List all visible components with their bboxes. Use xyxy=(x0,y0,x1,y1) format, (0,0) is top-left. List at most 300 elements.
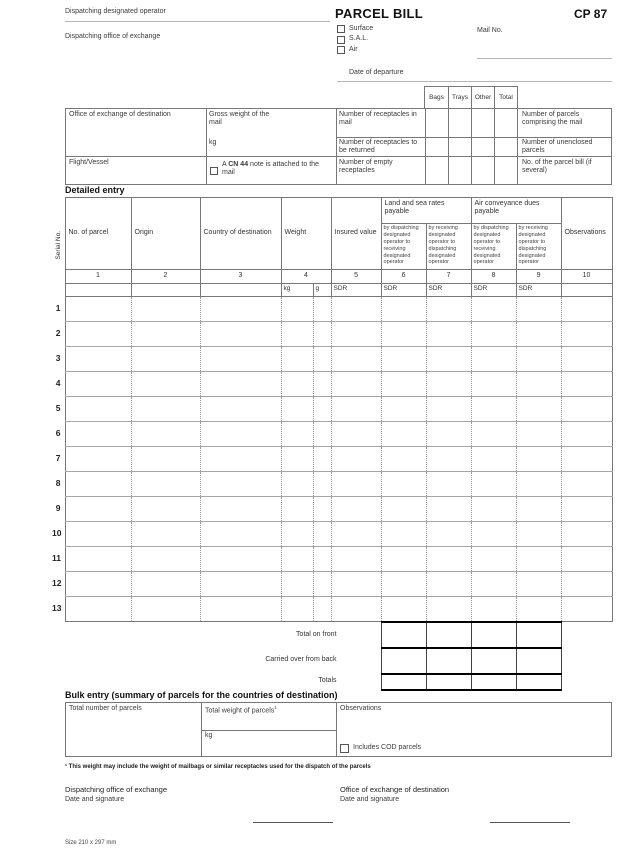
no-of-parcel-cell[interactable] xyxy=(65,397,131,422)
includes-cod-row xyxy=(340,744,608,754)
sdr-unit-label: SDR xyxy=(381,284,426,297)
no-of-parcel-cell[interactable] xyxy=(65,547,131,572)
other-header: Other xyxy=(471,87,494,108)
weight-g-cell[interactable] xyxy=(313,397,331,422)
insured-value-cell[interactable] xyxy=(331,497,381,522)
insured-value-cell[interactable] xyxy=(331,347,381,372)
land-sea-by-dispatching-cell[interactable] xyxy=(381,372,426,397)
column-number: 7 xyxy=(426,270,471,284)
land-sea-by-dispatching-header: by dispatching designated operator to receiving designated operator xyxy=(381,224,426,270)
weight-kg-cell[interactable] xyxy=(281,347,313,372)
total-header: Total xyxy=(494,87,517,108)
total-front-air-dispatching-cell[interactable] xyxy=(471,622,516,648)
divider xyxy=(206,109,207,184)
g-unit-label: g xyxy=(313,284,331,297)
surface-checkbox[interactable] xyxy=(337,25,345,33)
destination-date-signature-label: Date and signature xyxy=(340,796,400,803)
empty-receptacles-label: Number of empty receptacles xyxy=(339,159,393,175)
receptacles-to-be-returned-label: Number of receptacles to be returned xyxy=(339,139,418,155)
weight-kg-cell[interactable] xyxy=(281,447,313,472)
land-sea-by-receiving-cell[interactable] xyxy=(426,397,471,422)
air-conveyance-dues-header: Air conveyance dues payable xyxy=(471,198,561,224)
carried-over-row xyxy=(52,648,612,674)
insured-value-cell[interactable] xyxy=(331,597,381,622)
land-sea-by-receiving-cell[interactable] xyxy=(426,572,471,597)
no-of-parcel-cell[interactable] xyxy=(65,497,131,522)
land-sea-by-dispatching-cell[interactable] xyxy=(381,422,426,447)
serial-no-header: Serial No. xyxy=(54,231,62,260)
parcels-comprising-mail-label: Number of parcels comprising the mail xyxy=(522,111,583,127)
weight-footnote: ¹ This weight may include the weight of mailbags or similar receptacles used for the dispatch of the parcels xyxy=(65,764,371,770)
no-of-parcel-cell[interactable] xyxy=(65,422,131,447)
serial-number: 9 xyxy=(55,503,61,514)
serial-number: 2 xyxy=(55,328,61,339)
spacer xyxy=(52,674,65,690)
origin-cell[interactable] xyxy=(131,597,200,622)
detail-row-4 xyxy=(52,372,612,397)
land-sea-by-receiving-cell[interactable] xyxy=(426,472,471,497)
weight-kg-cell[interactable] xyxy=(281,297,313,322)
weight-g-cell[interactable] xyxy=(313,297,331,322)
count-cell[interactable] xyxy=(494,137,518,156)
air-by-receiving-cell[interactable] xyxy=(516,547,561,572)
origin-cell[interactable] xyxy=(131,472,200,497)
count-cell[interactable] xyxy=(494,156,518,184)
totals-label: Totals xyxy=(318,677,337,685)
detail-row-2 xyxy=(52,322,612,347)
serial-number: 13 xyxy=(52,603,62,614)
total-front-air-receiving-cell[interactable] xyxy=(516,622,561,648)
insured-value-cell[interactable] xyxy=(331,397,381,422)
land-sea-by-dispatching-cell[interactable] xyxy=(381,522,426,547)
weight-kg-cell[interactable] xyxy=(281,422,313,447)
air-by-receiving-cell[interactable] xyxy=(516,447,561,472)
total-on-front-row xyxy=(52,622,612,648)
receptacle-counts-grid xyxy=(425,109,518,184)
air-by-dispatching-header: by dispatching designated operator to receiving designated operator xyxy=(471,224,516,270)
sal-checkbox[interactable] xyxy=(337,36,345,44)
detail-rows xyxy=(52,297,612,622)
totals-land-sea-dispatching-cell[interactable] xyxy=(381,674,426,690)
land-sea-rates-header: Land and sea rates payable xyxy=(381,198,471,224)
country-of-destination-cell[interactable] xyxy=(200,597,281,622)
air-by-receiving-cell[interactable] xyxy=(516,372,561,397)
dispatching-signature-line[interactable] xyxy=(253,822,333,823)
air-by-dispatching-cell[interactable] xyxy=(471,472,516,497)
total-number-of-parcels-cell[interactable] xyxy=(66,703,201,756)
air-by-dispatching-cell[interactable] xyxy=(471,297,516,322)
carried-air-receiving-cell[interactable] xyxy=(516,648,561,674)
land-sea-by-receiving-cell[interactable] xyxy=(426,347,471,372)
cn44-checkbox[interactable] xyxy=(210,167,218,175)
sdr-unit-label: SDR xyxy=(516,284,561,297)
air-by-dispatching-cell[interactable] xyxy=(471,547,516,572)
count-cell[interactable] xyxy=(448,137,471,156)
count-cell[interactable] xyxy=(448,156,471,184)
detail-row-1 xyxy=(52,297,612,322)
observations-cell[interactable] xyxy=(561,447,612,472)
no-of-parcel-cell[interactable] xyxy=(65,572,131,597)
land-sea-by-dispatching-cell[interactable] xyxy=(381,472,426,497)
no-of-parcel-cell[interactable] xyxy=(65,597,131,622)
land-sea-by-receiving-cell[interactable] xyxy=(426,497,471,522)
land-sea-by-dispatching-cell[interactable] xyxy=(381,547,426,572)
country-of-destination-cell[interactable] xyxy=(200,547,281,572)
sdr-unit-label: SDR xyxy=(471,284,516,297)
detailed-entry-title: Detailed entry xyxy=(65,185,125,195)
divider xyxy=(66,156,611,157)
bulk-entry-title: Bulk entry (summary of parcels for the countries of destination) xyxy=(65,690,338,700)
includes-cod-checkbox[interactable] xyxy=(340,744,349,753)
unenclosed-parcels-label: Number of unenclosed parcels xyxy=(522,139,593,155)
land-sea-by-receiving-cell[interactable] xyxy=(426,522,471,547)
land-sea-by-dispatching-cell[interactable] xyxy=(381,397,426,422)
air-by-dispatching-cell[interactable] xyxy=(471,447,516,472)
weight-kg-cell[interactable] xyxy=(281,572,313,597)
air-by-dispatching-cell[interactable] xyxy=(471,397,516,422)
land-sea-by-dispatching-cell[interactable] xyxy=(381,297,426,322)
origin-cell[interactable] xyxy=(131,497,200,522)
land-sea-by-receiving-header: by receiving designated operator to dispatching designated operator xyxy=(426,224,471,270)
air-checkbox[interactable] xyxy=(337,46,345,54)
totals-air-receiving-cell[interactable] xyxy=(516,674,561,690)
observations-header: Observations xyxy=(561,198,612,270)
air-by-dispatching-cell[interactable] xyxy=(471,347,516,372)
serial-number: 10 xyxy=(52,528,62,539)
land-sea-by-receiving-cell[interactable] xyxy=(426,297,471,322)
dispatching-date-signature-label: Date and signature xyxy=(65,796,125,803)
weight-g-cell[interactable] xyxy=(313,447,331,472)
origin-cell[interactable] xyxy=(131,372,200,397)
date-of-departure-write-line[interactable] xyxy=(337,81,612,82)
form-code: CP 87 xyxy=(574,7,608,21)
observations-cell[interactable] xyxy=(561,322,612,347)
air-by-receiving-cell[interactable] xyxy=(516,397,561,422)
air-by-receiving-cell[interactable] xyxy=(516,522,561,547)
count-cell[interactable] xyxy=(471,137,494,156)
trays-header: Trays xyxy=(448,87,471,108)
land-sea-by-dispatching-cell[interactable] xyxy=(381,497,426,522)
bulk-observations-label: Observations xyxy=(340,705,382,712)
detail-row-3 xyxy=(52,347,612,372)
origin-cell[interactable] xyxy=(131,422,200,447)
air-by-receiving-cell[interactable] xyxy=(516,422,561,447)
land-sea-by-receiving-cell[interactable] xyxy=(426,597,471,622)
cn44-label: A CN 44 note is attached to the mail xyxy=(222,161,319,177)
air-by-dispatching-cell[interactable] xyxy=(471,497,516,522)
carried-land-sea-dispatching-cell[interactable] xyxy=(381,648,426,674)
land-sea-by-receiving-cell[interactable] xyxy=(426,322,471,347)
detail-row-5 xyxy=(52,397,612,422)
weight-kg-cell[interactable] xyxy=(281,397,313,422)
detail-row-9 xyxy=(52,497,612,522)
unit-row xyxy=(52,284,612,297)
operator-write-line[interactable] xyxy=(65,21,330,22)
serial-number: 8 xyxy=(55,478,61,489)
spacer xyxy=(561,648,612,674)
land-sea-by-dispatching-cell[interactable] xyxy=(381,347,426,372)
origin-cell[interactable] xyxy=(131,322,200,347)
total-weight-of-parcels-cell[interactable] xyxy=(201,703,336,756)
spacer xyxy=(52,622,65,648)
no-of-parcel-cell[interactable] xyxy=(65,472,131,497)
weight-kg-cell[interactable] xyxy=(281,497,313,522)
origin-cell[interactable] xyxy=(131,397,200,422)
country-of-destination-cell[interactable] xyxy=(200,422,281,447)
insured-value-header: Insured value xyxy=(331,198,381,270)
weight-header: Weight xyxy=(281,198,331,270)
receptacles-in-mail-label: Number of receptacles in mail xyxy=(339,111,417,127)
land-sea-by-receiving-cell[interactable] xyxy=(426,372,471,397)
origin-cell[interactable] xyxy=(131,447,200,472)
insured-value-cell[interactable] xyxy=(331,297,381,322)
weight-kg-cell[interactable] xyxy=(281,372,313,397)
date-of-departure-label: Date of departure xyxy=(349,69,404,76)
total-on-front-label: Total on front xyxy=(296,630,337,638)
bulk-entry-table xyxy=(65,702,612,757)
observations-cell[interactable] xyxy=(561,547,612,572)
origin-cell[interactable] xyxy=(131,297,200,322)
detailed-entry-table xyxy=(52,197,613,691)
column-number: 5 xyxy=(331,270,381,284)
no-of-parcel-cell[interactable] xyxy=(65,372,131,397)
land-sea-by-dispatching-cell[interactable] xyxy=(381,572,426,597)
detail-row-8 xyxy=(52,472,612,497)
dispatching-designated-operator-label: Dispatching designated operator xyxy=(65,8,166,15)
observations-cell[interactable] xyxy=(561,347,612,372)
air-by-receiving-cell[interactable] xyxy=(516,497,561,522)
origin-cell[interactable] xyxy=(131,572,200,597)
country-of-destination-cell[interactable] xyxy=(200,397,281,422)
land-sea-by-dispatching-cell[interactable] xyxy=(381,447,426,472)
air-by-dispatching-cell[interactable] xyxy=(471,522,516,547)
bulk-kg-label: kg xyxy=(205,732,213,739)
origin-cell[interactable] xyxy=(131,347,200,372)
observations-cell[interactable] xyxy=(561,522,612,547)
count-cell[interactable] xyxy=(448,109,471,137)
country-of-destination-cell[interactable] xyxy=(200,572,281,597)
observations-cell[interactable] xyxy=(561,372,612,397)
spacer xyxy=(561,674,612,690)
origin-cell[interactable] xyxy=(131,547,200,572)
column-number: 8 xyxy=(471,270,516,284)
weight-g-cell[interactable] xyxy=(313,372,331,397)
detail-header-row xyxy=(52,198,612,224)
divider xyxy=(336,109,337,184)
total-front-land-sea-receiving-cell[interactable] xyxy=(426,622,471,648)
weight-g-cell[interactable] xyxy=(313,547,331,572)
totals-row xyxy=(52,674,612,690)
gross-weight-kg-label: kg xyxy=(209,139,217,146)
serial-number: 1 xyxy=(55,303,61,314)
totals-air-dispatching-cell[interactable] xyxy=(471,674,516,690)
bags-header: Bags xyxy=(429,94,444,101)
size-note: Size 210 x 297 mm xyxy=(65,840,117,846)
parcel-bill-number-label: No. of the parcel bill (if several) xyxy=(522,159,592,175)
country-of-destination-cell[interactable] xyxy=(200,522,281,547)
no-of-parcel-cell[interactable] xyxy=(65,522,131,547)
weight-g-cell[interactable] xyxy=(313,572,331,597)
column-number: 10 xyxy=(561,270,612,284)
insured-value-cell[interactable] xyxy=(331,447,381,472)
country-of-destination-cell[interactable] xyxy=(200,372,281,397)
weight-kg-cell[interactable] xyxy=(281,472,313,497)
air-by-receiving-cell[interactable] xyxy=(516,472,561,497)
column-number: 6 xyxy=(381,270,426,284)
flight-vessel-label: Flight/Vessel xyxy=(69,159,109,166)
weight-g-cell[interactable] xyxy=(313,522,331,547)
detail-row-12 xyxy=(52,572,612,597)
country-of-destination-cell[interactable] xyxy=(200,347,281,372)
no-of-parcel-cell[interactable] xyxy=(65,347,131,372)
land-sea-by-dispatching-cell[interactable] xyxy=(381,597,426,622)
serial-number: 4 xyxy=(55,378,61,389)
air-by-dispatching-cell[interactable] xyxy=(471,422,516,447)
office-of-exchange-destination-label: Office of exchange of destination xyxy=(69,111,171,118)
total-front-land-sea-dispatching-cell[interactable] xyxy=(381,622,426,648)
serial-number: 11 xyxy=(52,553,61,564)
spacer xyxy=(52,648,65,674)
no-of-parcel-cell[interactable] xyxy=(65,297,131,322)
carried-land-sea-receiving-cell[interactable] xyxy=(426,648,471,674)
weight-g-cell[interactable] xyxy=(313,347,331,372)
country-of-destination-cell[interactable] xyxy=(200,447,281,472)
bulk-observations-cell[interactable] xyxy=(336,703,611,756)
insured-value-cell[interactable] xyxy=(331,322,381,347)
column-number: 4 xyxy=(281,270,331,284)
land-sea-by-dispatching-cell[interactable] xyxy=(381,322,426,347)
column-number-row xyxy=(52,270,612,284)
country-of-destination-cell[interactable] xyxy=(200,472,281,497)
air-by-receiving-cell[interactable] xyxy=(516,597,561,622)
country-of-destination-cell[interactable] xyxy=(200,297,281,322)
observations-cell[interactable] xyxy=(561,497,612,522)
serial-number: 3 xyxy=(55,353,61,364)
weight-g-cell[interactable] xyxy=(313,322,331,347)
destination-office-footer-label: Office of exchange of destination xyxy=(340,785,450,794)
spacer xyxy=(561,622,612,648)
air-by-dispatching-cell[interactable] xyxy=(471,372,516,397)
cn44-row xyxy=(210,161,334,178)
detail-row-11 xyxy=(52,547,612,572)
total-weight-of-parcels-label: Total weight of parcels$^1$ xyxy=(205,705,277,715)
weight-g-cell[interactable] xyxy=(313,497,331,522)
count-cell[interactable] xyxy=(494,109,518,137)
serial-number: 6 xyxy=(55,428,61,439)
insured-value-cell[interactable] xyxy=(331,472,381,497)
count-cell[interactable] xyxy=(471,109,494,137)
weight-kg-cell[interactable] xyxy=(281,522,313,547)
air-by-dispatching-cell[interactable] xyxy=(471,572,516,597)
air-by-receiving-cell[interactable] xyxy=(516,322,561,347)
column-number: 2 xyxy=(131,270,200,284)
unit-empty xyxy=(131,284,200,297)
count-cell[interactable] xyxy=(471,156,494,184)
land-sea-by-receiving-cell[interactable] xyxy=(426,422,471,447)
column-number: 9 xyxy=(516,270,561,284)
observations-cell[interactable] xyxy=(561,397,612,422)
insured-value-cell[interactable] xyxy=(331,422,381,447)
gross-weight-label: Gross weight of the mail xyxy=(209,111,270,127)
air-by-dispatching-cell[interactable] xyxy=(471,597,516,622)
serial-number: 12 xyxy=(52,578,62,589)
air-by-receiving-cell[interactable] xyxy=(516,572,561,597)
kg-unit-label: kg xyxy=(281,284,313,297)
insured-value-cell[interactable] xyxy=(331,372,381,397)
air-by-dispatching-cell[interactable] xyxy=(471,322,516,347)
total-number-of-parcels-label: Total number of parcels xyxy=(69,705,142,712)
counts-strip xyxy=(424,86,518,109)
observations-cell[interactable] xyxy=(561,597,612,622)
detail-row-6 xyxy=(52,422,612,447)
destination-signature-line[interactable] xyxy=(490,822,570,823)
destination-signature-block xyxy=(340,785,449,804)
observations-cell[interactable] xyxy=(561,472,612,497)
serial-number: 5 xyxy=(55,403,61,414)
transport-options xyxy=(337,25,373,56)
weight-kg-cell[interactable] xyxy=(281,322,313,347)
sdr-unit-label: SDR xyxy=(426,284,471,297)
dispatching-signature-block xyxy=(65,785,167,804)
dispatching-office-footer-label: Dispatching office of exchange xyxy=(65,785,168,794)
air-label: Air xyxy=(349,45,358,53)
includes-cod-label: Includes COD parcels xyxy=(353,744,422,752)
country-of-destination-cell[interactable] xyxy=(200,497,281,522)
insured-value-cell[interactable] xyxy=(331,522,381,547)
weight-g-cell[interactable] xyxy=(313,472,331,497)
no-of-parcel-cell[interactable] xyxy=(65,447,131,472)
no-of-parcel-cell[interactable] xyxy=(65,322,131,347)
air-by-receiving-header: by receiving designated operator to dispatching designated operator xyxy=(516,224,561,270)
unit-empty xyxy=(65,284,131,297)
sal-label: S.A.L. xyxy=(349,35,369,43)
insured-value-cell[interactable] xyxy=(331,547,381,572)
weight-kg-cell[interactable] xyxy=(281,547,313,572)
mail-summary-table xyxy=(65,108,612,185)
count-cell[interactable] xyxy=(425,109,448,137)
land-sea-by-receiving-cell[interactable] xyxy=(426,547,471,572)
carried-air-dispatching-cell[interactable] xyxy=(471,648,516,674)
count-cell[interactable] xyxy=(425,156,448,184)
observations-cell[interactable] xyxy=(561,297,612,322)
land-sea-by-receiving-cell[interactable] xyxy=(426,447,471,472)
insured-value-cell[interactable] xyxy=(331,572,381,597)
count-cell[interactable] xyxy=(425,137,448,156)
weight-g-cell[interactable] xyxy=(313,422,331,447)
air-by-receiving-cell[interactable] xyxy=(516,347,561,372)
mail-no-label: Mail No. xyxy=(477,27,503,34)
surface-label: Surface xyxy=(349,25,374,32)
unit-empty xyxy=(561,284,612,297)
observations-cell[interactable] xyxy=(561,572,612,597)
carried-over-label: Carried over from back xyxy=(265,656,337,664)
country-of-destination-header: Country of destination xyxy=(200,198,281,270)
sdr-unit-label: SDR xyxy=(331,284,381,297)
weight-kg-cell[interactable] xyxy=(281,597,313,622)
detail-row-13 xyxy=(52,597,612,622)
weight-g-cell[interactable] xyxy=(313,597,331,622)
dispatching-office-of-exchange-label: Dispatching office of exchange xyxy=(65,33,161,40)
detail-row-7 xyxy=(52,447,612,472)
mail-no-write-line[interactable] xyxy=(477,58,612,59)
air-by-receiving-cell[interactable] xyxy=(516,297,561,322)
totals-land-sea-receiving-cell[interactable] xyxy=(426,674,471,690)
country-of-destination-cell[interactable] xyxy=(200,322,281,347)
origin-cell[interactable] xyxy=(131,522,200,547)
no-of-parcel-header: No. of parcel xyxy=(65,198,131,270)
form-title: PARCEL BILL xyxy=(335,6,424,21)
observations-cell[interactable] xyxy=(561,422,612,447)
